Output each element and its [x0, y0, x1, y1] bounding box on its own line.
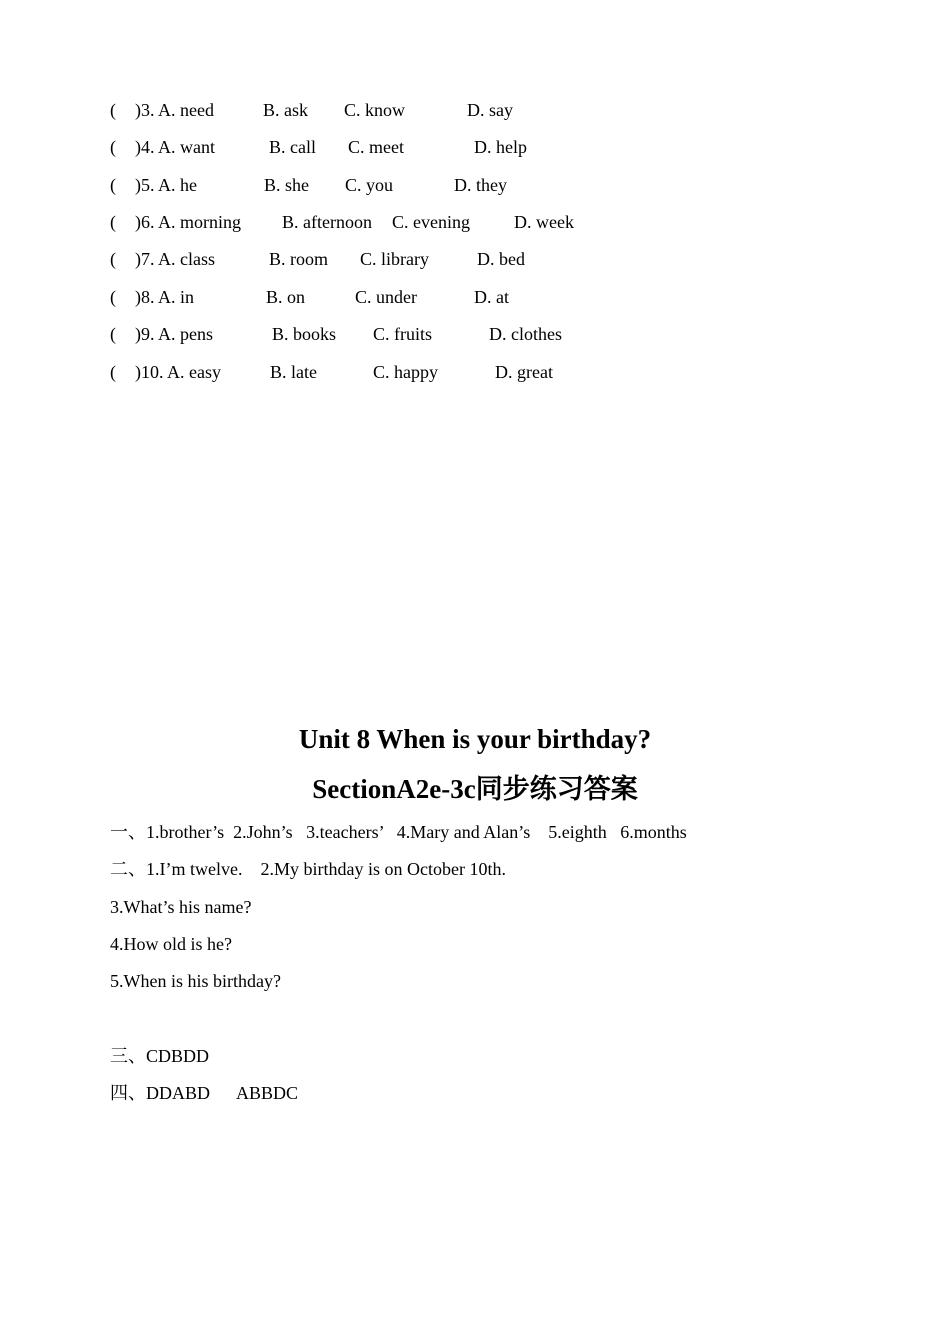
option-a: )7. A. class	[135, 249, 215, 269]
answer-paren: (	[110, 212, 116, 232]
answer-part-2-line-3: 4.How old is he?	[110, 934, 232, 954]
answer-key-subtitle: SectionA2e-3c同步练习答案	[312, 774, 638, 804]
answer-paren: (	[110, 362, 116, 382]
answer-paren: (	[110, 324, 116, 344]
answer-key-title: Unit 8 When is your birthday?	[298, 724, 652, 754]
answer-item: 2.My birthday is on October 10th.	[260, 859, 506, 879]
answer-item: 5.eighth	[548, 822, 607, 842]
answer-part-2-line-1	[110, 857, 506, 881]
option-d: D. bed	[477, 249, 525, 269]
answer-part-2-line-4: 5.When is his birthday?	[110, 971, 281, 991]
option-d: D. they	[454, 175, 507, 195]
option-a: )10. A. easy	[135, 362, 221, 382]
option-d: D. week	[514, 212, 574, 232]
option-a: )4. A. want	[135, 137, 215, 157]
answer-item: 1.brother’s	[146, 822, 225, 842]
option-d: D. at	[474, 287, 509, 307]
answer-item: 2.John’s	[233, 822, 293, 842]
option-b: B. room	[269, 249, 329, 269]
option-c: C. happy	[373, 362, 438, 382]
option-a: )5. A. he	[135, 175, 197, 195]
option-a: )9. A. pens	[135, 324, 213, 344]
option-c: C. meet	[348, 137, 404, 157]
part-label: 二、	[110, 859, 146, 879]
option-d: D. say	[467, 100, 513, 120]
option-d: D. help	[474, 137, 527, 157]
option-c: C. evening	[392, 212, 470, 232]
answer-item: 6.months	[620, 822, 687, 842]
answer-item: 4.Mary and Alan’s	[396, 822, 531, 842]
answer-part-4	[110, 1081, 298, 1105]
option-d: D. clothes	[489, 324, 562, 344]
part-label: 一、	[110, 822, 146, 842]
option-c: C. fruits	[373, 324, 433, 344]
option-a: )3. A. need	[135, 100, 214, 120]
option-b: B. she	[264, 175, 309, 195]
answer-paren: (	[110, 287, 116, 307]
option-c: C. library	[360, 249, 429, 269]
option-b: B. afternoon	[282, 212, 372, 232]
answer-item: DDABD	[146, 1083, 211, 1103]
answer-part-3	[110, 1044, 209, 1068]
part-label: 四、	[110, 1083, 146, 1103]
option-c: C. know	[344, 100, 406, 120]
answer-paren: (	[110, 175, 116, 195]
option-a: )8. A. in	[135, 287, 195, 307]
answer-paren: (	[110, 137, 116, 157]
option-b: B. late	[270, 362, 317, 382]
option-d: D. great	[495, 362, 553, 382]
option-c: C. you	[345, 175, 394, 195]
answer-item: ABBDC	[236, 1083, 299, 1103]
answer-part-1	[110, 820, 687, 844]
answer-paren: (	[110, 249, 116, 269]
answer-item: 1.I’m twelve.	[146, 859, 243, 879]
option-b: B. call	[269, 137, 316, 157]
option-b: B. books	[272, 324, 337, 344]
option-b: B. ask	[263, 100, 308, 120]
answer-part-2-line-2: 3.What’s his name?	[110, 897, 252, 917]
option-a: )6. A. morning	[135, 212, 241, 232]
answer-paren: (	[110, 100, 116, 120]
part-label: 三、	[110, 1046, 146, 1066]
answer-item: CDBDD	[146, 1046, 210, 1066]
option-b: B. on	[266, 287, 306, 307]
answer-item: 3.teachers’	[306, 822, 384, 842]
option-c: C. under	[355, 287, 417, 307]
